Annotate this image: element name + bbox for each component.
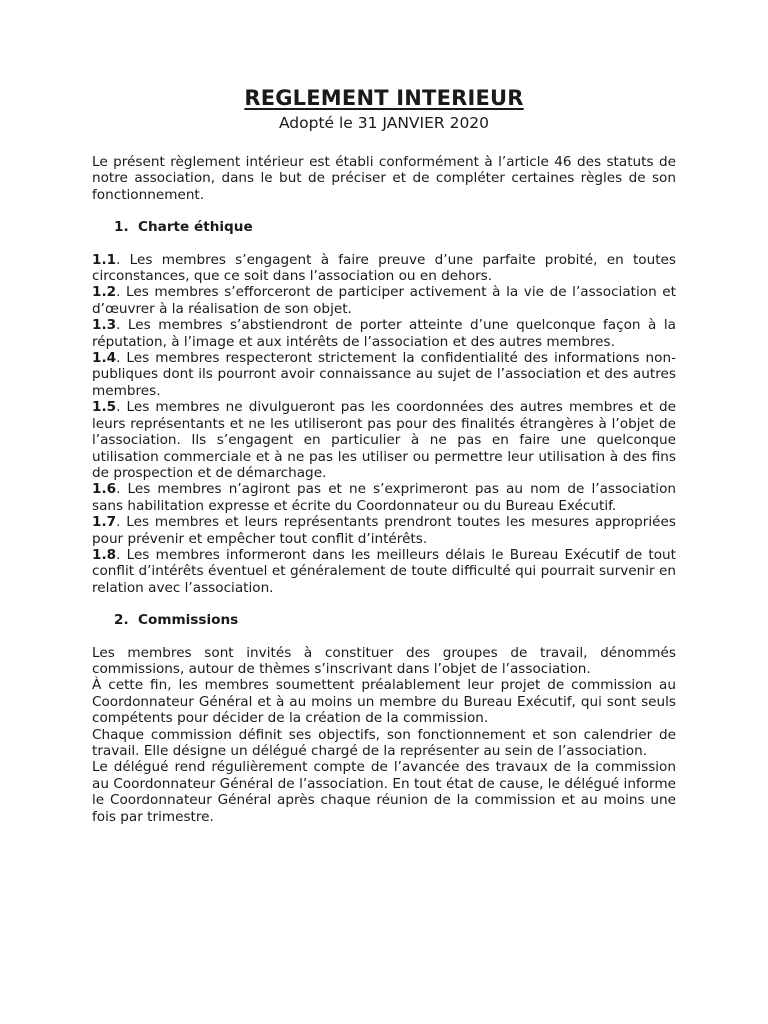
article-text: . Les membres n’agiront pas et ne s’exprimeront pas au nom de l’association sans habilitation expresse et écrite du Coordonnateur ou du Bureau Exécutif. [92, 481, 676, 514]
section-heading-charte-ethique [92, 219, 676, 235]
article-1-8 [92, 547, 676, 596]
section-title: Charte éthique [138, 219, 253, 236]
article-number: 1.7 [92, 514, 117, 531]
document-title: REGLEMENT INTERIEUR [244, 86, 524, 110]
section-charte-ethique-articles [92, 252, 676, 597]
article-1-5 [92, 399, 676, 481]
section-number: 1. [114, 219, 129, 236]
article-number: 1.1 [92, 251, 117, 268]
document-subtitle: Adopté le 31 JANVIER 2020 [278, 114, 490, 132]
commissions-paragraph: Chaque commission définit ses objectifs, son fonctionnement et son calendrier de travail. Elle désigne un délégué chargé de la représenter au sein de l’association. [92, 726, 676, 759]
article-text: . Les membres s’abstiendront de porter atteinte d’une quelconque façon à la réputation, à l’image et aux intérêts de l’association et des autres membres. [92, 317, 676, 350]
commissions-paragraph: À cette fin, les membres soumettent préalablement leur projet de commission au Coordonnateur Général et à au moins un membre du Bureau Exécutif, qui sont seuls compétents pour décider de la création de la commission. [92, 677, 676, 727]
commissions-paragraph: Le délégué rend régulièrement compte de l’avancée des travaux de la commission au Coordonnateur Général de l’association. En tout état de cause, le délégué informe le Coordonnateur Général après chaque réunion de la commission et au moins une fois par trimestre. [92, 759, 676, 825]
article-text: . Les membres s’efforceront de participer activement à la vie de l’association et d’œuvrer à la réalisation de son objet. [92, 284, 676, 317]
section-commissions-paragraphs [92, 645, 676, 825]
commissions-paragraph: Les membres sont invités à constituer des groupes de travail, dénommés commissions, autour de thèmes s’inscrivant dans l’objet de l’association. [92, 644, 676, 677]
article-1-4 [92, 350, 676, 399]
article-number: 1.8 [92, 546, 117, 563]
article-text: . Les membres et leurs représentants prendront toutes les mesures appropriées pour prévenir et empêcher tout conflit d’intérêts. [92, 514, 676, 547]
section-title: Commissions [138, 612, 239, 629]
article-number: 1.4 [92, 350, 117, 367]
article-1-1 [92, 252, 676, 285]
article-number: 1.6 [92, 481, 117, 498]
article-text: . Les membres respecteront strictement la confidentialité des informations non-publiques dont ils pourront avoir connaissance au sujet de l’association et des autres membres. [92, 350, 676, 399]
article-1-3 [92, 317, 676, 350]
article-text: . Les membres s’engagent à faire preuve d’une parfaite probité, en toutes circonstances, que ce soit dans l’association ou en dehors. [92, 251, 676, 285]
article-text: . Les membres informeront dans les meilleurs délais le Bureau Exécutif de tout conflit d’intérêts éventuel et généralement de toute difficulté qui pourrait survenir en relation avec l’association. [92, 546, 676, 596]
article-1-6 [92, 481, 676, 514]
section-heading-commissions [92, 612, 676, 628]
section-number: 2. [114, 612, 129, 629]
article-1-7 [92, 514, 676, 547]
article-text: . Les membres ne divulgueront pas les coordonnées des autres membres et de leurs représentants et ne les utiliseront pas pour des finalités étrangères à l’objet de l’association. Ils s’engagent en particulier à ne pas en faire une quelconque utilisation commerciale et à ne pas les utiliser ou permettre leur utilisation à des fins de prospection et de démarchage. [92, 399, 676, 481]
article-number: 1.5 [92, 399, 117, 416]
article-1-2 [92, 284, 676, 317]
document-page [92, 84, 676, 841]
article-number: 1.2 [92, 284, 117, 301]
article-number: 1.3 [92, 317, 117, 334]
intro-paragraph: Le présent règlement intérieur est établi conformément à l’article 46 des statuts de notre association, dans le but de préciser et de compléter certaines règles de son fonctionnement. [92, 154, 676, 203]
